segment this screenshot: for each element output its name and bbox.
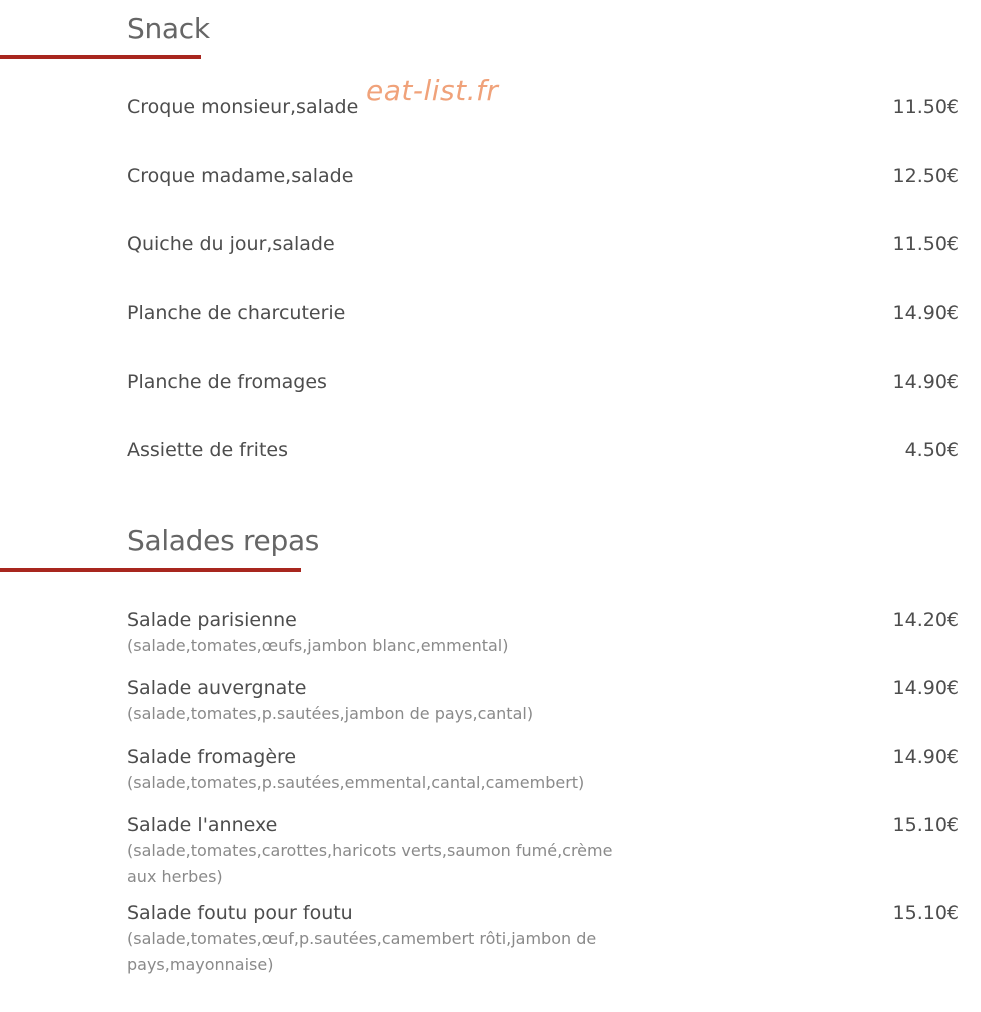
menu-item-price: 14.90€: [892, 677, 959, 699]
menu-item-name: Salade fromagère: [127, 746, 297, 768]
menu-item-name: Assiette de frites: [127, 439, 288, 461]
menu-item-name: Salade l'annexe: [127, 814, 278, 836]
section-title-snack: Snack: [127, 12, 210, 45]
menu-item-price: 14.90€: [892, 746, 959, 768]
menu-item-name: Salade auvergnate: [127, 677, 307, 699]
section-underline-salades: [0, 568, 301, 572]
watermark: eat-list.fr: [366, 74, 499, 107]
menu-item-name: Planche de charcuterie: [127, 302, 346, 324]
menu-item-price: 15.10€: [892, 902, 959, 924]
menu-item: [127, 231, 959, 257]
menu-item: [127, 744, 959, 796]
menu-item-name: Salade parisienne: [127, 609, 297, 631]
menu-item-name: Croque monsieur,salade: [127, 96, 359, 118]
menu-item-price: 14.90€: [892, 371, 959, 393]
menu-item-price: 14.20€: [892, 609, 959, 631]
menu-item-description: (salade,tomates,p.sautées,emmental,cantal,camembert): [127, 773, 585, 792]
menu-item-price: 11.50€: [892, 233, 959, 255]
menu-item-name: Salade foutu pour foutu: [127, 902, 353, 924]
menu-item: [127, 675, 959, 727]
menu-item: [127, 437, 959, 463]
menu-item-price: 15.10€: [892, 814, 959, 836]
menu-item-description: (salade,tomates,œuf,p.sautées,camembert rôti,jambon de pays,mayonnaise): [127, 929, 597, 974]
menu-item: [127, 94, 959, 120]
menu-item: [127, 300, 959, 326]
menu-item-name: Quiche du jour,salade: [127, 233, 335, 255]
menu-item-description: (salade,tomates,carottes,haricots verts,saumon fumé,crème aux herbes): [127, 841, 613, 886]
menu-item-price: 14.90€: [892, 302, 959, 324]
menu-item-price: 12.50€: [892, 165, 959, 187]
menu-item: [127, 607, 959, 659]
section-title-salades: Salades repas: [127, 524, 320, 557]
menu-item: [127, 369, 959, 395]
menu-item: [127, 163, 959, 189]
menu-item-description: (salade,tomates,p.sautées,jambon de pays,cantal): [127, 704, 534, 723]
menu-item-price: 11.50€: [892, 96, 959, 118]
menu-item-price: 4.50€: [904, 439, 959, 461]
section-underline-snack: [0, 55, 201, 59]
menu-item: [127, 812, 959, 890]
menu-item-name: Croque madame,salade: [127, 165, 354, 187]
menu-item-description: (salade,tomates,œufs,jambon blanc,emmental): [127, 636, 509, 655]
menu-item-name: Planche de fromages: [127, 371, 327, 393]
menu-item: [127, 900, 959, 978]
